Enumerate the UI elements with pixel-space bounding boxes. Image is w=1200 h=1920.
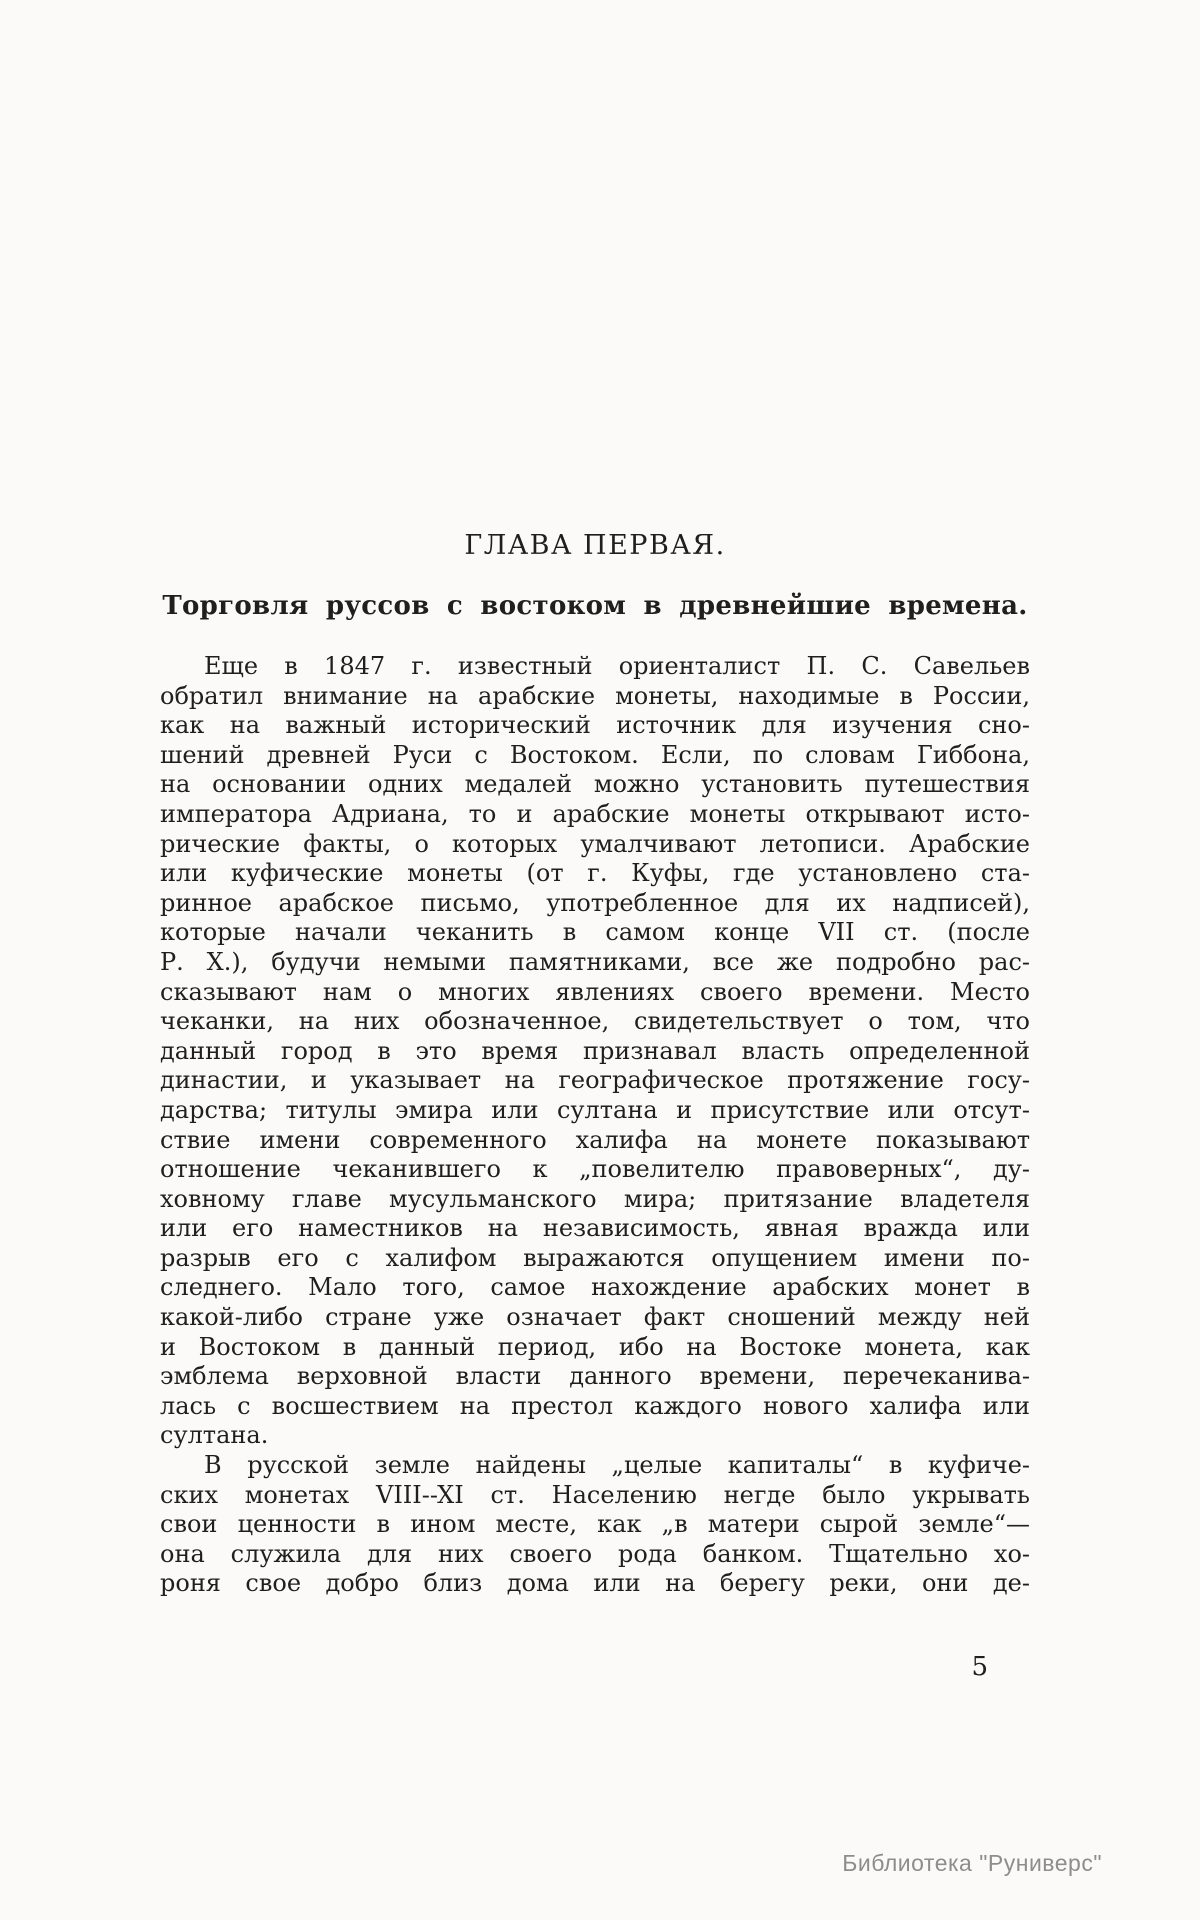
text-line: свои ценности в ином месте, как „в матери сырой земле“— (160, 1510, 1030, 1539)
text-line: как на важный исторический источник для изучения сно- (160, 711, 1030, 740)
text-line: ринное арабское письмо, употребленное для их надписей), (160, 888, 1030, 917)
text-line: разрыв его с халифом выражаются опущением имени по- (160, 1243, 1030, 1272)
text-line: дарства; титулы эмира или султана и присутствие или отсут- (160, 1095, 1030, 1124)
text-line: ских монетах VIII--XI ст. Населению негде было укрывать (160, 1480, 1030, 1509)
text-line: султана. (160, 1421, 269, 1450)
text-line: рические факты, о которых умалчивают летописи. Арабские (160, 829, 1030, 858)
page-number: 5 (971, 1652, 988, 1682)
text-line: данный город в это время признавал власть определенной (160, 1036, 1030, 1065)
text-line: сказывают нам о многих явлениях своего времени. Место (160, 977, 1030, 1006)
library-watermark: Библиотека "Руниверс" (842, 1850, 1102, 1876)
text-line: на основании одних медалей можно установить путешествия (160, 770, 1030, 799)
chapter-heading: ГЛАВА ПЕРВАЯ. (464, 530, 726, 561)
text-line: и Востоком в данный период, ибо на Востоке монета, как (160, 1332, 1030, 1361)
text-line: она служила для них своего рода банком. Тщательно хо- (160, 1539, 1030, 1568)
text-line: Р. Х.), будучи немыми памятниками, все же подробно рас- (160, 947, 1030, 976)
text-line: ствие имени современного халифа на монете показывают (160, 1125, 1030, 1154)
text-line: которые начали чеканить в самом конце VII ст. (после (160, 918, 1030, 947)
text-line: эмблема верховной власти данного времени, перечеканива- (160, 1362, 1030, 1391)
text-line: лась с восшествием на престол каждого нового халифа или (160, 1391, 1030, 1420)
text-line: отношение чеканившего к „повелителю правоверных“, ду- (160, 1155, 1030, 1184)
text-line: Еще в 1847 г. известный ориенталист П. С. Савельев (204, 652, 1030, 680)
text-line: шений древней Руси с Востоком. Если, по словам Гиббона, (160, 740, 1030, 769)
text-line: чеканки, на них обозначенное, свидетельствует о том, что (160, 1007, 1030, 1036)
text-line: или его наместников на независимость, явная вражда или (160, 1214, 1030, 1243)
text-line: императора Адриана, то и арабские монеты открывают исто- (160, 799, 1030, 828)
section-title: Торговля руссов с востоком в древнейшие времена. (162, 591, 1028, 621)
text-line: какой-либо стране уже означает факт сношений между ней (160, 1303, 1030, 1332)
text-line: династии, и указывает на географическое протяжение госу- (160, 1066, 1030, 1095)
text-line: роня свое добро близ дома или на берегу реки, они де- (160, 1569, 1030, 1598)
text-line: В русской земле найдены „целые капиталы“ в куфиче- (204, 1451, 1030, 1480)
paragraph (160, 1451, 1030, 1599)
text-line: ховному главе мусульманского мира; притязание владетеля (160, 1184, 1030, 1213)
page-body-text (160, 652, 1030, 1599)
paragraph (160, 652, 1030, 1451)
text-line: следнего. Мало того, самое нахождение арабских монет в (160, 1273, 1030, 1302)
text-column (160, 0, 1030, 1599)
text-line: или куфические монеты (от г. Куфы, где установлено ста- (160, 859, 1030, 888)
text-line: обратил внимание на арабские монеты, находимые в России, (160, 681, 1030, 710)
